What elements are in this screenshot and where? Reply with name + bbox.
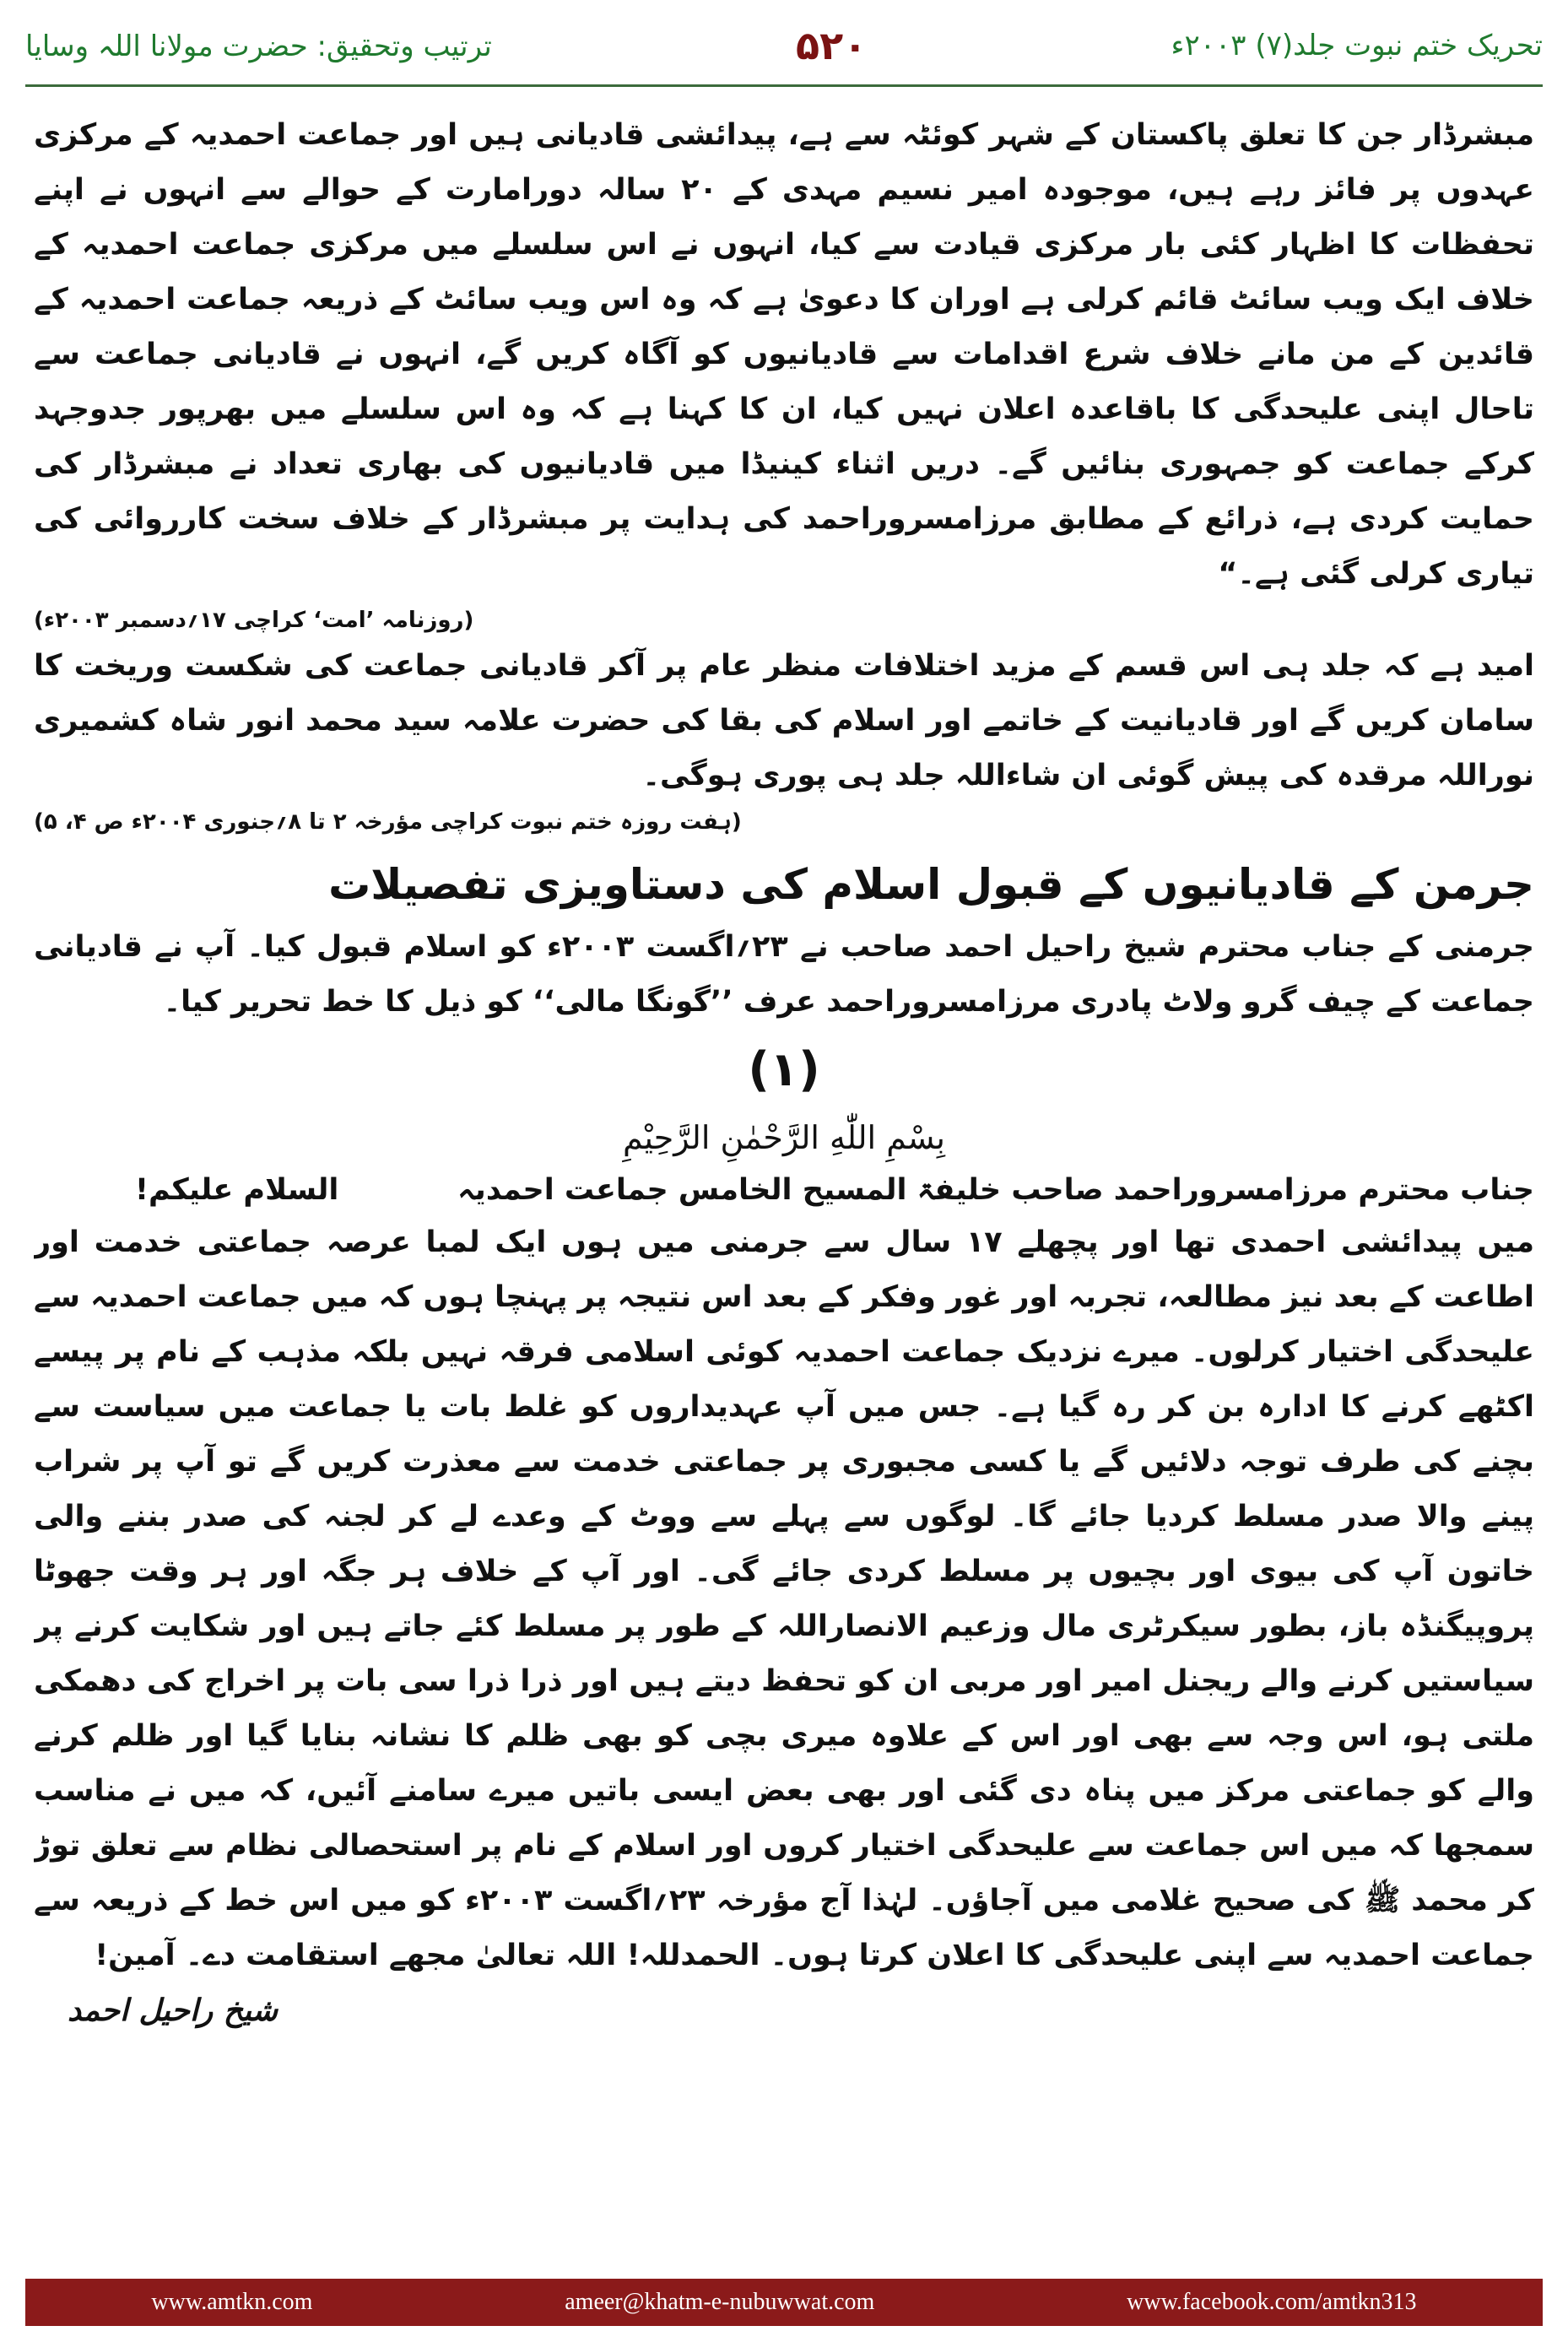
letter-body: میں پیدائشی احمدی تھا اور پچھلے ۱۷ سال سے جرمنی میں ہوں ایک لمبا عرصہ جماعتی خدمت اور اطاعت کے بعد نیز مطالعہ، تجربہ اور غور وفکر کے بعد اس نتیجہ پر پہنچا ہوں کہ میں جماعت احمدیہ سے علیحدگی اختیار کرلوں۔ میرے نزدیک جماعت احمدیہ کوئی اسلامی فرقہ نہیں بلکہ مذہب کے نام پر پیسے اکٹھے کرنے کا ادارہ بن کر رہ گیا ہے۔ جس میں آپ عہدیداروں کو غلط بات یا جماعت میں سیاست سے بچنے کی طرف توجہ دلائیں گے یا کسی مجبوری پر جماعتی خدمت سے معذرت کریں گے تو آپ پر شراب پینے والا صدر مسلط کردیا جائے گا۔ لوگوں سے پہلے سے ووٹ کے وعدے لے کر لجنہ کی صدر بننے والی خاتون آپ کی بیوی اور بچیوں پر مسلط کردی جائے گی۔ اور آپ کے خلاف ہر جگہ اور ہر وقت جھوٹا پروپیگنڈہ باز، بطور سیکرٹری مال وزعیم الانصاراللہ کے طور پر مسلط کئے جاتے ہیں اور شکایت کرنے پر سیاستیں کرنے والے ریجنل امیر اور مربی ان کو تحفظ دیتے ہیں اور ذرا ذرا سی بات پر اخراج کی دھمکی ملتی ہو، اس وجہ سے بھی اور اس کے علاوہ میری بچی کو بھی ظلم کا نشانہ بنایا گیا اور ظلم کرنے والے کو جماعتی مرکز میں پناہ دی گئی اور بھی بعض ایسی باتیں میرے سامنے آئیں، کہ میں نے مناسب سمجھا کہ میں اس جماعت سے علیحدگی اختیار کروں اور اسلام کے نام پر استحصالی نظام سے تعلق توڑ کر محمد ﷺ کی صحیح غلامی میں آجاؤں۔ لہٰذا آج مؤرخہ ۲۳؍اگست ۲۰۰۳ء کو میں اس خط کے ذریعہ سے جماعت احمدیہ سے اپنی علیحدگی کا اعلان کرتا ہوں۔ الحمدللہ! اللہ تعالیٰ مجھے استقامت دے۔ آمین! bbox=[34, 1225, 1534, 1972]
bismillah: بِسْمِ اللّٰهِ الرَّحْمٰنِ الرَّحِيْمِ bbox=[623, 1119, 945, 1156]
signature-row bbox=[34, 1983, 1534, 2038]
paragraph-mubashir-dar: مبشرڈار جن کا تعلق پاکستان کے شہر کوئٹہ سے ہے، پیدائشی قادیانی ہیں اور جماعت احمدیہ کے مرکزی عہدوں پر فائز رہے ہیں، موجودہ امیر نسیم مہدی کے ۲۰ سالہ دورامارت کے حوالے سے انہوں نے اپنے تحفظات کا اظہار کئی بار مرکزی قیادت سے کیا، انہوں نے اس سلسلے میں مرکزی جماعت احمدیہ کے خلاف ایک ویب سائٹ قائم کرلی ہے اوران کا دعویٰ ہے کہ وہ اس ویب سائٹ کے ذریعہ جماعت احمدیہ کے قائدین کے من مانے خلاف شرع اقدامات سے قادیانیوں کو آگاہ کریں گے، انہوں نے قادیانی جماعت سے تاحال اپنی علیحدگی کا باقاعدہ اعلان نہیں کیا، ان کا کہنا ہے کہ وہ اس سلسلے میں بھرپور جدوجہد کرکے جماعت کو جمہوری بنائیں گے۔ دریں اثناء کینیڈا میں قادیانیوں کی بھاری تعداد نے مبشرڈار کی حمایت کردی ہے، ذرائع کے مطابق مرزامسروراحمد کی ہدایت پر مبشرڈار کے خلاف سخت کارروائی کی تیاری کرلی گئی ہے۔“ bbox=[34, 118, 1534, 591]
page-number: ۵۲۰ bbox=[796, 23, 868, 68]
page-content bbox=[34, 108, 1534, 2269]
footer-email-link[interactable]: ameer@khatm-e-nubuwwat.com bbox=[565, 2289, 875, 2315]
footer-website-link[interactable]: www.amtkn.com bbox=[151, 2289, 313, 2315]
header-compiler: ترتیب وتحقیق: حضرت مولانا اللہ وسایا bbox=[25, 29, 492, 63]
citation-ummat: (روزنامہ ’امت‘ کراچی ۱۷؍دسمبر ۲۰۰۳ء) bbox=[34, 608, 474, 633]
paragraph-intro: جرمنی کے جناب محترم شیخ راحیل احمد صاحب نے ۲۳؍اگست ۲۰۰۳ء کو اسلام قبول کیا۔ آپ نے قادیانی جماعت کے چیف گرو ولاٹ پادری مرزامسروراحمد عرف ’’گونگا مالی‘‘ کو ذیل کا خط تحریر کیا۔ bbox=[34, 930, 1534, 1019]
letter-address-row bbox=[34, 1165, 1534, 1215]
header-book-title: تحریک ختم نبوت جلد(۷) ۲۰۰۳ء bbox=[1171, 29, 1543, 62]
letter-addressee: جناب محترم مرزامسروراحمد صاحب خلیفۃ المسیح الخامس جماعت احمدیہ bbox=[457, 1173, 1534, 1207]
header-divider bbox=[25, 84, 1543, 87]
section-heading: جرمن کے قادیانیوں کے قبول اسلام کی دستاویزی تفصیلات bbox=[328, 860, 1534, 909]
page-footer bbox=[25, 2279, 1543, 2326]
page-header bbox=[25, 12, 1543, 79]
citation-khatm-nubuwwat: (ہفت روزہ ختم نبوت کراچی مؤرخہ ۲ تا ۸؍جنوری ۲۰۰۴ء ص ۴، ۵) bbox=[34, 809, 742, 835]
letter-signature: شیخ راحیل احمد bbox=[68, 1993, 278, 2028]
letter-number: (۱) bbox=[748, 1042, 820, 1097]
footer-facebook-link[interactable]: www.facebook.com/amtkn313 bbox=[1127, 2289, 1417, 2315]
letter-salutation: السلام علیکم! bbox=[135, 1173, 339, 1207]
paragraph-hope: امید ہے کہ جلد ہی اس قسم کے مزید اختلافات منظر عام پر آکر قادیانی جماعت کی شکست وریخت کا سامان کریں گے اور قادیانیت کے خاتمے اور اسلام کی بقا کی حضرت علامہ سید محمد انور شاہ کشمیری نوراللہ مرقدہ کی پیش گوئی ان شاءاللہ جلد ہی پوری ہوگی۔ bbox=[34, 649, 1534, 792]
